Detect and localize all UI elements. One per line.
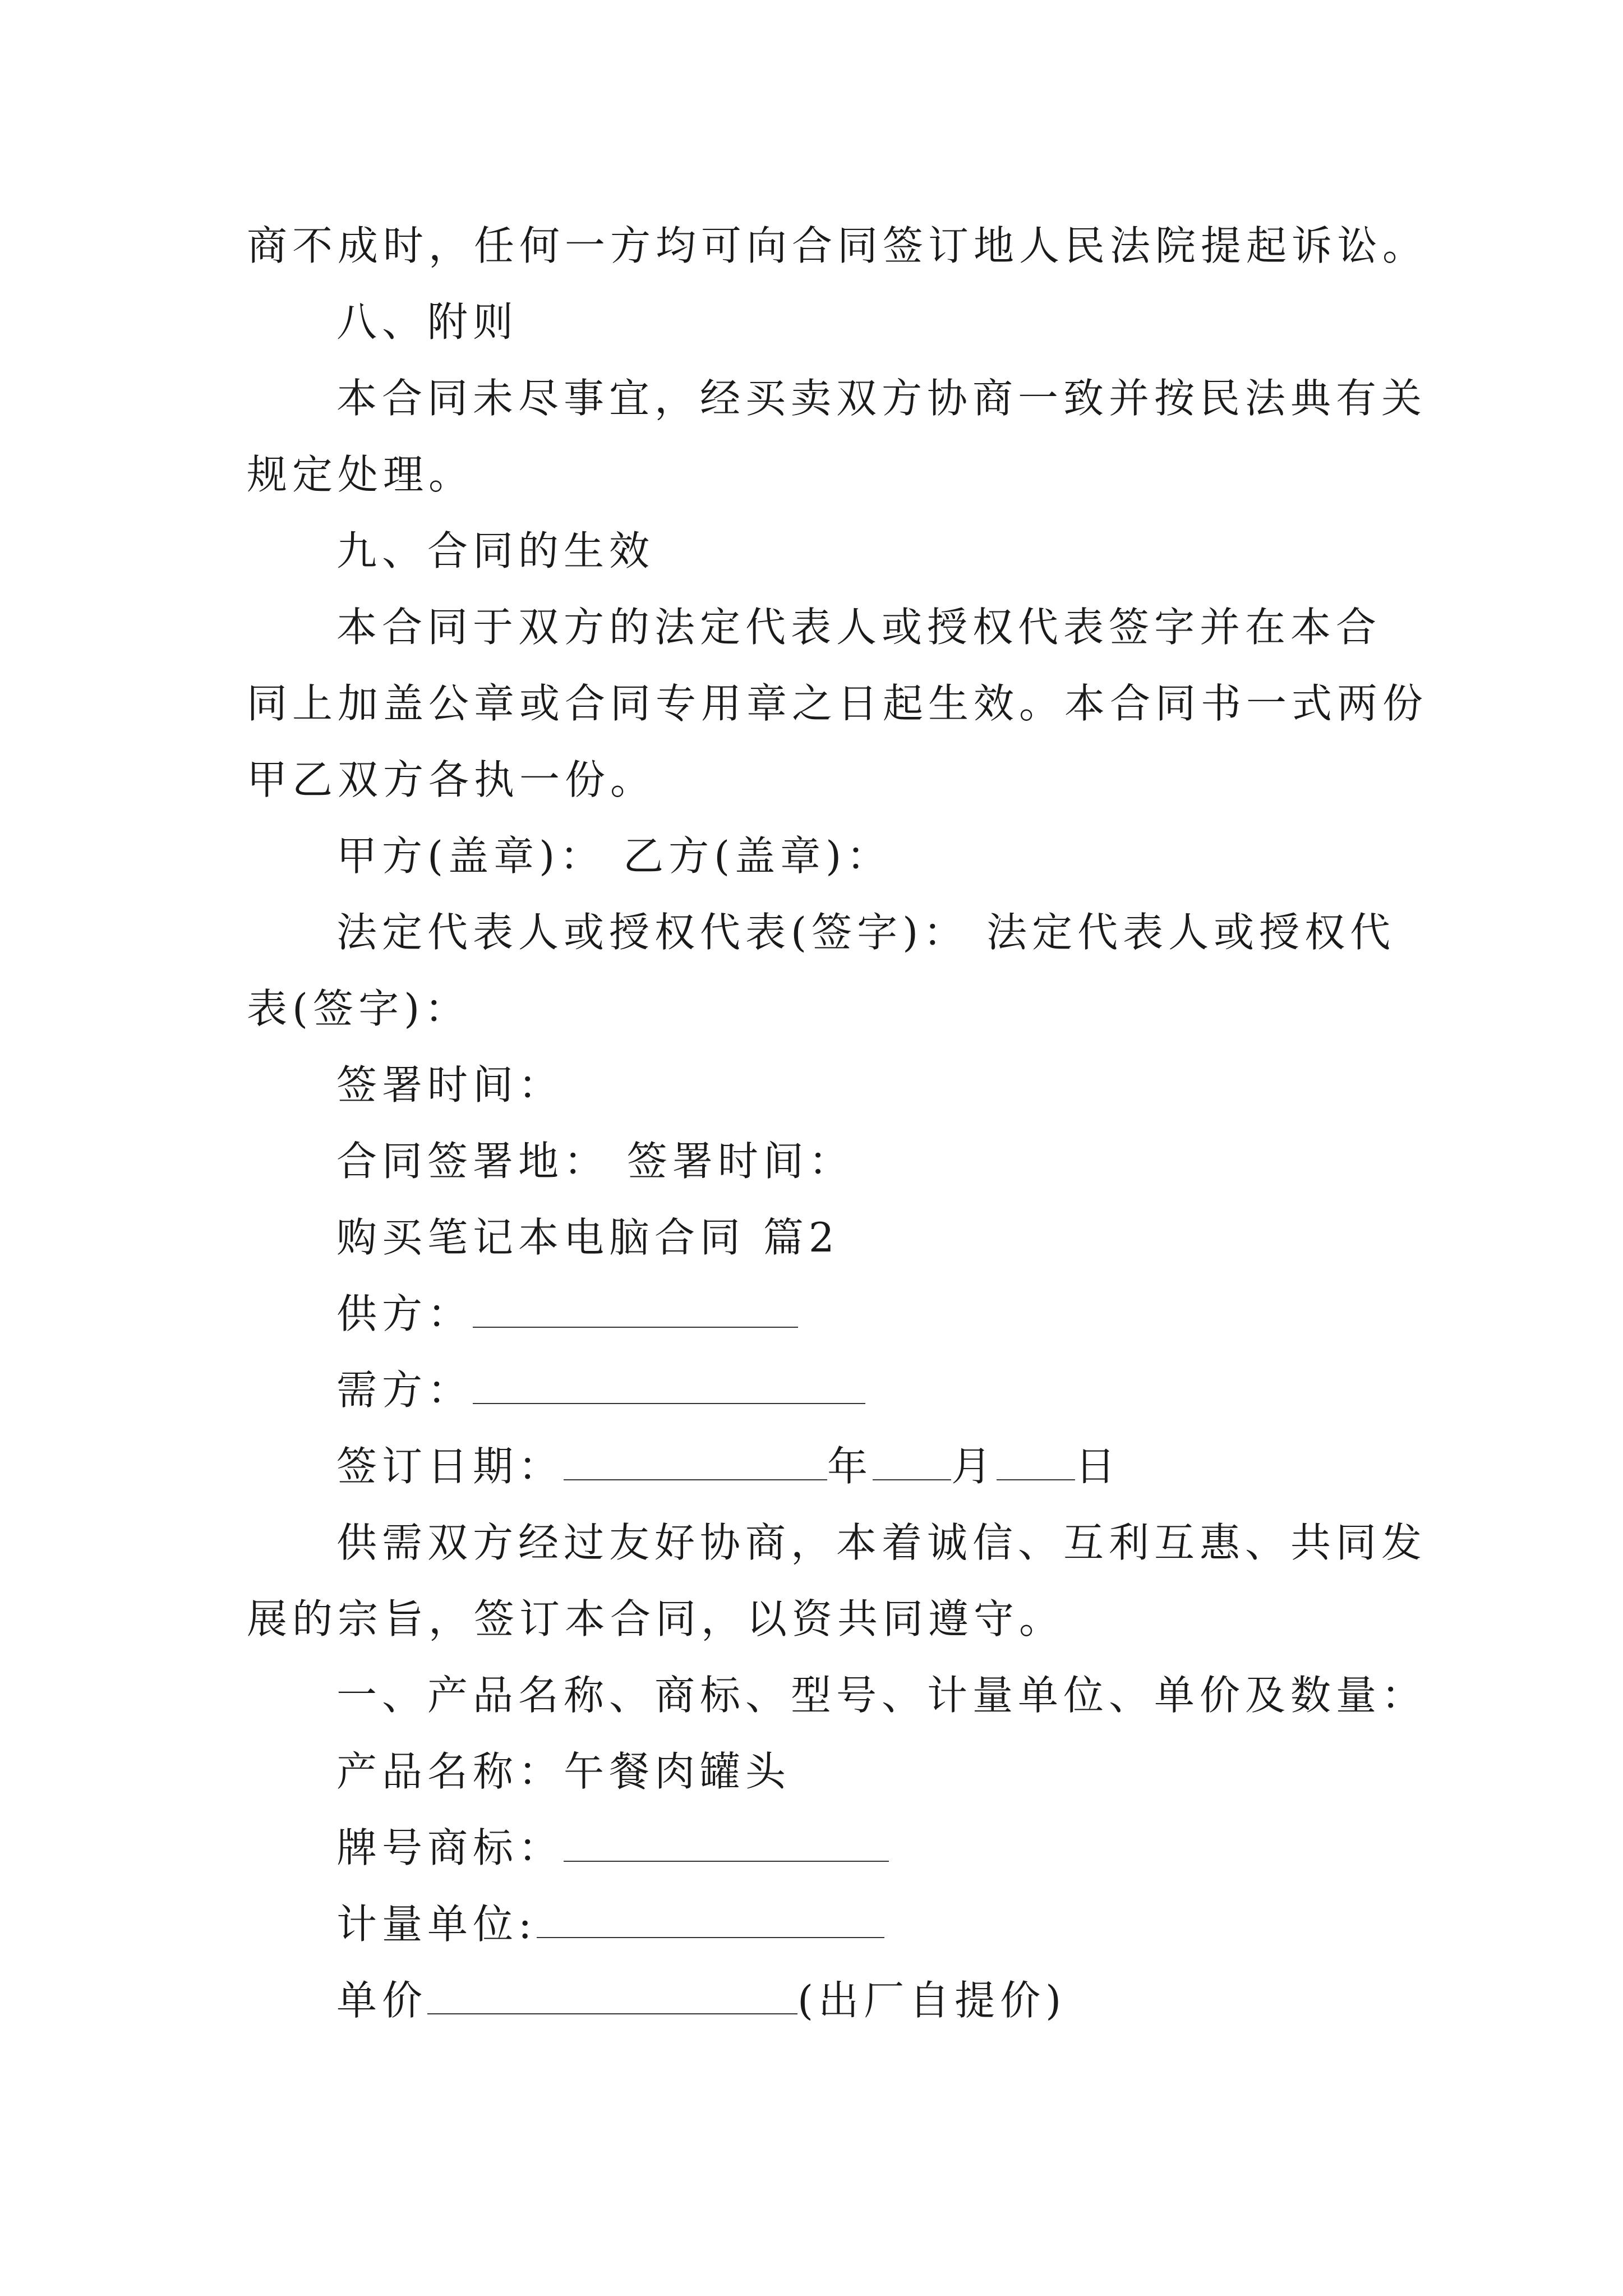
paragraph-line: 供需双方经过友好协商，本着诚信、互利互惠、共同发	[336, 1519, 1427, 1566]
signing-place-line: 合同签署地： 签署时间：	[336, 1138, 854, 1185]
price-blank	[427, 1978, 797, 2014]
paragraph-line: 本合同于双方的法定代表人或授权代表签字并在本合	[336, 604, 1382, 651]
brand-label: 牌号商标：	[336, 1824, 564, 1871]
month-blank	[873, 1444, 951, 1480]
sign-date-label: 签订日期：	[336, 1443, 564, 1490]
paragraph-line: 商不成时，任何一方均可向合同签订地人民法院提起诉讼。	[247, 222, 1428, 269]
buyer-label: 需方：	[336, 1366, 473, 1414]
day-label: 日	[1075, 1443, 1121, 1490]
price-note: (出厂自提价)	[797, 1977, 1067, 2024]
price-label: 单价	[336, 1977, 428, 2024]
signature-line: 甲方(盖章)： 乙方(盖章)：	[336, 832, 892, 880]
section-heading: 一、产品名称、商标、型号、计量单位、单价及数量：	[336, 1672, 1427, 1719]
price-line	[336, 1962, 1066, 2039]
buyer-blank	[473, 1368, 865, 1404]
product-name-line: 产品名称：午餐肉罐头	[336, 1748, 791, 1795]
paragraph-line: 同上加盖公章或合同专用章之日起生效。本合同书一式两份	[247, 680, 1428, 727]
contract-title: 购买笔记本电脑合同 篇2	[336, 1214, 840, 1261]
paragraph-line: 规定处理。	[247, 451, 474, 498]
year-label: 年	[827, 1443, 873, 1490]
brand-line	[336, 1810, 889, 1886]
unit-blank	[537, 1902, 884, 1938]
unit-label: 计量单位:	[336, 1901, 537, 1948]
sign-date-line	[336, 1428, 1121, 1504]
paragraph-line: 甲乙双方各执一份。	[247, 756, 656, 803]
month-label: 月	[951, 1443, 997, 1490]
supplier-line	[336, 1276, 798, 1352]
section-heading: 八、附则	[336, 298, 519, 346]
paragraph-line: 展的宗旨，签订本合同，以资共同遵守。	[247, 1595, 1065, 1642]
unit-line	[336, 1886, 884, 1962]
supplier-label: 供方：	[336, 1290, 473, 1337]
signing-time-line: 签署时间：	[336, 1061, 564, 1108]
signature-line: 表(签字)：	[247, 985, 471, 1032]
day-blank	[997, 1444, 1075, 1480]
buyer-line	[336, 1352, 865, 1428]
year-blank	[564, 1444, 827, 1480]
section-heading: 九、合同的生效	[336, 527, 655, 574]
brand-blank	[564, 1826, 889, 1862]
signature-line: 法定代表人或授权代表(签字)： 法定代表人或授权代	[336, 909, 1396, 956]
supplier-blank	[473, 1292, 798, 1328]
paragraph-line: 本合同未尽事宜，经买卖双方协商一致并按民法典有关	[336, 375, 1427, 422]
